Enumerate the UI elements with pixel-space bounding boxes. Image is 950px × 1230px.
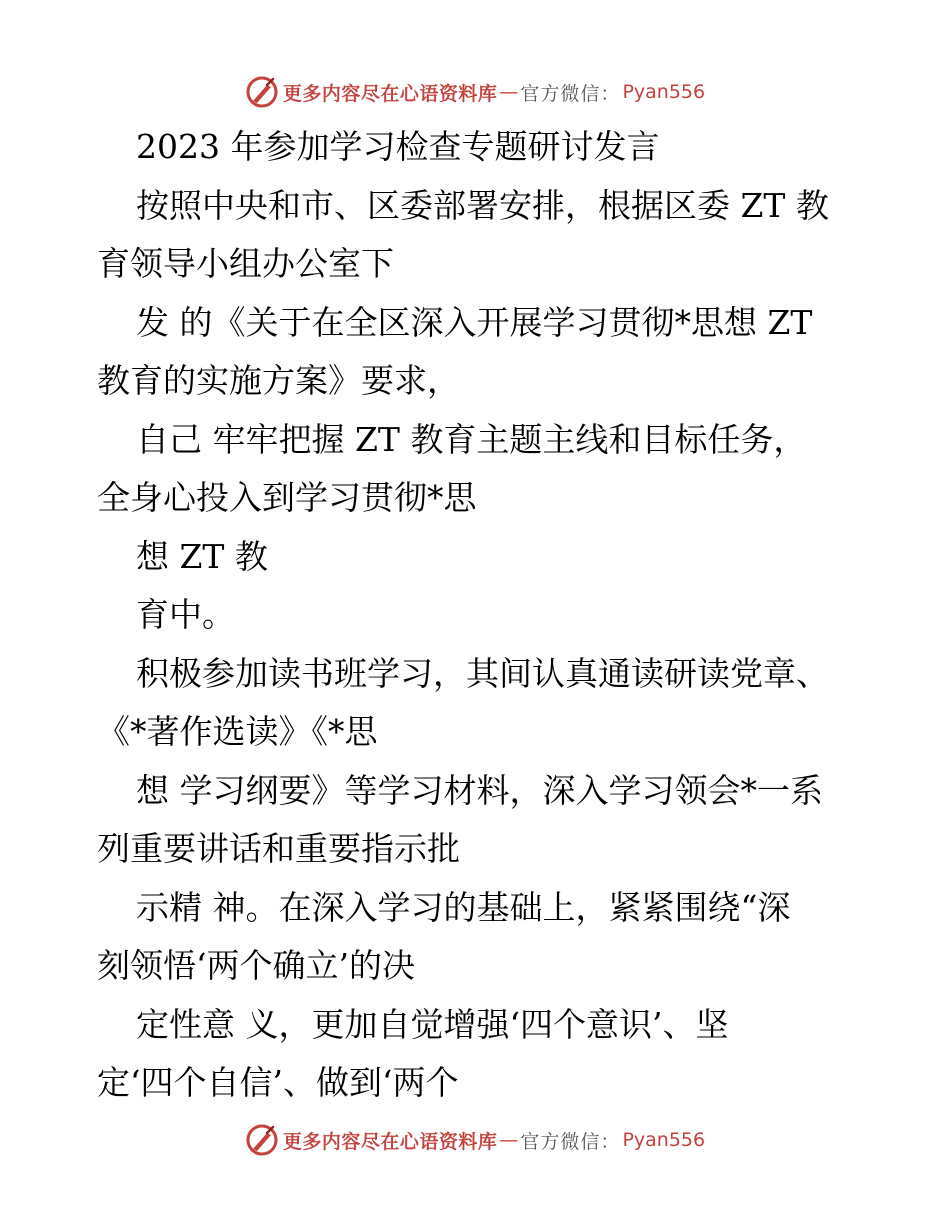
watermark-separator: — (499, 81, 519, 103)
paragraph-line: 列重要讲话和重要指示批 (97, 829, 460, 868)
paragraph-line: 示精 神。在深入学习的基础上，紧紧围绕“深 (136, 888, 791, 927)
paragraph-line: 育领导小组办公室下 (97, 244, 394, 283)
footer-watermark (0, 1120, 950, 1160)
paragraph-line: 想 ZT 教 (136, 537, 268, 576)
watermark-separator: — (499, 1129, 519, 1151)
paragraph-line: 定‘四个自信’、做到‘两个 (97, 1063, 459, 1102)
paragraph-line: 《*著作选读》《*思 (97, 712, 378, 751)
paragraph-line: 育中。 (136, 595, 235, 634)
paragraph-line: 定性意 义，更加自觉增强‘四个意识’、坚 (136, 1005, 729, 1044)
header-watermark (0, 72, 950, 112)
document-title: 2023 年参加学习检查专题研讨发言 (136, 127, 660, 166)
paragraph-line: 按照中央和市、区委部署安排，根据区委 ZT 教 (136, 186, 829, 225)
watermark-label: 官方微信： (520, 82, 621, 105)
watermark-wechat-id: Pyan556 (622, 81, 706, 103)
paragraph-line: 发 的《关于在全区深入开展学习贯彻*思想 ZT (136, 303, 813, 342)
watermark-label: 官方微信： (520, 1130, 621, 1153)
watermark-wechat-id: Pyan556 (622, 1129, 706, 1151)
paragraph-line: 积极参加读书班学习，其间认真通读研读党章、 (136, 654, 829, 693)
paragraph-line: 全身心投入到学习贯彻*思 (97, 478, 477, 517)
paragraph-line: 想 学习纲要》等学习材料，深入学习领会*一系 (136, 771, 823, 810)
quill-logo-icon (245, 1123, 279, 1157)
watermark-site-text: 更多内容尽在心语资料库 (282, 82, 498, 105)
paragraph-line: 刻领悟‘两个确立’的决 (97, 946, 415, 985)
paragraph-line: 教育的实施方案》要求， (97, 361, 460, 400)
quill-logo-icon (245, 75, 279, 109)
paragraph-line: 自己 牢牢把握 ZT 教育主题主线和目标任务， (136, 420, 807, 459)
watermark-site-text: 更多内容尽在心语资料库 (282, 1130, 498, 1153)
